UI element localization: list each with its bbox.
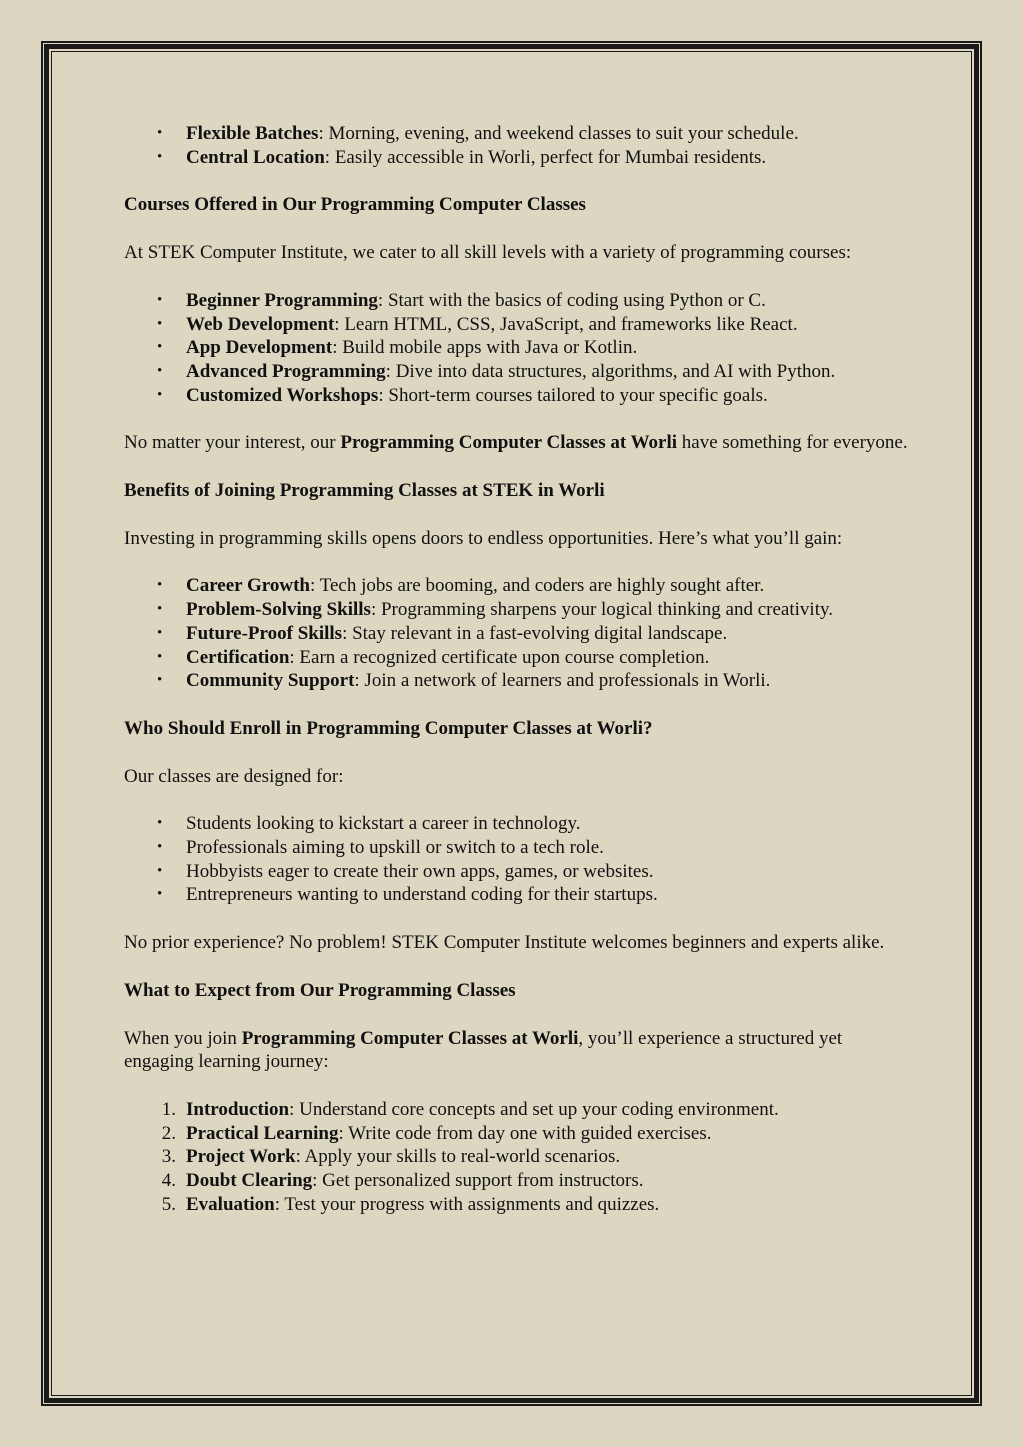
courses-heading: Courses Offered in Our Programming Computer Classes bbox=[124, 194, 586, 216]
enroll-heading: Who Should Enroll in Programming Computer Classes at Worli? bbox=[124, 717, 653, 739]
list-number: 1. bbox=[161, 1098, 176, 1120]
list-item: • Professionals aiming to upskill or switch to a tech role. bbox=[124, 836, 914, 860]
list-item: • Hobbyists eager to create their own apps, games, or websites. bbox=[124, 860, 914, 884]
list-number: 5. bbox=[161, 1193, 176, 1215]
list-item: 4. Doubt Clearing: Get personalized support from instructors. bbox=[124, 1169, 914, 1193]
expect-heading: What to Expect from Our Programming Classes bbox=[124, 979, 516, 1001]
benefits-list bbox=[124, 574, 914, 693]
list-item: 5. Evaluation: Test your progress with assignments and quizzes. bbox=[124, 1193, 914, 1217]
list-item: 1. Introduction: Understand core concepts and set up your coding environment. bbox=[124, 1098, 914, 1122]
courses-list bbox=[124, 289, 914, 408]
courses-intro: At STEK Computer Institute, we cater to all skill levels with a variety of programming courses: bbox=[124, 242, 852, 264]
list-item: • Future-Proof Skills: Stay relevant in a fast-evolving digital landscape. bbox=[124, 622, 914, 646]
list-item: • Beginner Programming: Start with the basics of coding using Python or C. bbox=[124, 289, 914, 313]
benefits-intro: Investing in programming skills opens doors to endless opportunities. Here’s what you’ll gain: bbox=[124, 527, 843, 549]
list-item: • Customized Workshops: Short-term courses tailored to your specific goals. bbox=[124, 384, 914, 408]
list-item: • Entrepreneurs wanting to understand coding for their startups. bbox=[124, 883, 914, 907]
courses-outro: No matter your interest, our Programming Computer Classes at Worli have something for everyone. bbox=[124, 432, 908, 454]
list-item: • Students looking to kickstart a career in technology. bbox=[124, 812, 914, 836]
enroll-list bbox=[124, 812, 914, 907]
expect-list bbox=[124, 1098, 914, 1217]
benefits-heading: Benefits of Joining Programming Classes at STEK in Worli bbox=[124, 480, 605, 502]
document-body bbox=[124, 122, 914, 1217]
list-item: • Community Support: Join a network of learners and professionals in Worli. bbox=[124, 669, 914, 693]
list-item: • Certification: Earn a recognized certificate upon course completion. bbox=[124, 646, 914, 670]
list-item: • App Development: Build mobile apps with Java or Kotlin. bbox=[124, 336, 914, 360]
features-list bbox=[124, 122, 914, 169]
expect-intro: When you join Programming Computer Classes at Worli, you’ll experience a structured yet engaging learning journey: bbox=[124, 1027, 843, 1073]
list-number: 2. bbox=[161, 1122, 176, 1144]
list-number: 4. bbox=[161, 1170, 176, 1192]
list-item: • Problem-Solving Skills: Programming sharpens your logical thinking and creativity. bbox=[124, 598, 914, 622]
list-item: • Central Location: Easily accessible in Worli, perfect for Mumbai residents. bbox=[124, 146, 914, 170]
list-item: • Flexible Batches: Morning, evening, and weekend classes to suit your schedule. bbox=[124, 122, 914, 146]
enroll-intro: Our classes are designed for: bbox=[124, 765, 344, 787]
list-item: • Career Growth: Tech jobs are booming, and coders are highly sought after. bbox=[124, 574, 914, 598]
list-item: • Web Development: Learn HTML, CSS, JavaScript, and frameworks like React. bbox=[124, 313, 914, 337]
list-item: • Advanced Programming: Dive into data structures, algorithms, and AI with Python. bbox=[124, 360, 914, 384]
enroll-outro: No prior experience? No problem! STEK Computer Institute welcomes beginners and experts alike. bbox=[124, 932, 885, 954]
list-number: 3. bbox=[161, 1146, 176, 1168]
list-item: 2. Practical Learning: Write code from day one with guided exercises. bbox=[124, 1122, 914, 1146]
list-item: 3. Project Work: Apply your skills to real-world scenarios. bbox=[124, 1145, 914, 1169]
